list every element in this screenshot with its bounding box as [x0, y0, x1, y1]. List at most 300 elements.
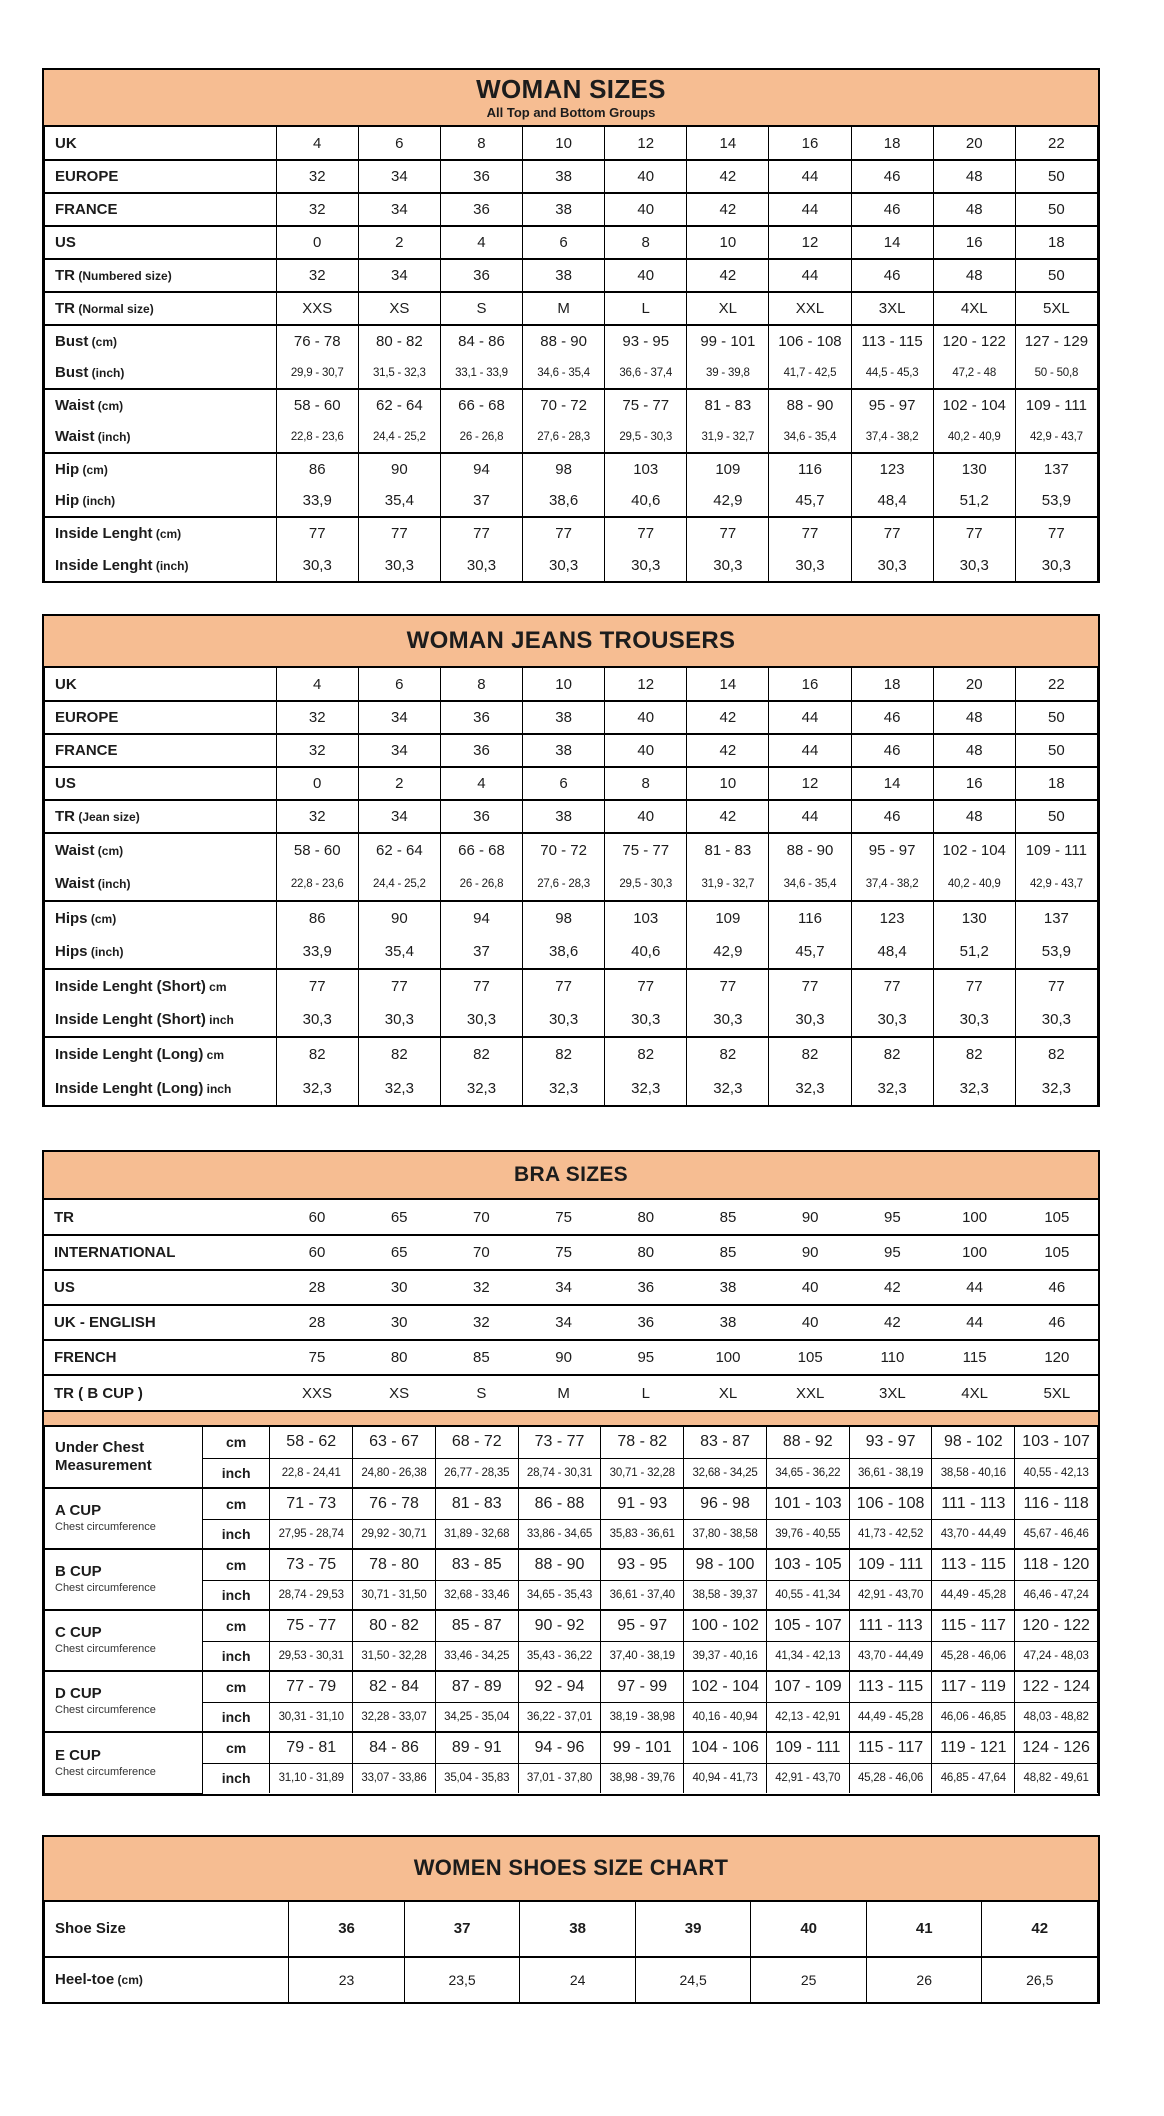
- size-cell: 80: [605, 1235, 687, 1270]
- size-cell: 22: [1015, 668, 1097, 701]
- size-cell: 39: [635, 1902, 751, 1957]
- size-cell: 98 - 102: [932, 1427, 1015, 1458]
- size-cell: 90: [358, 901, 440, 935]
- size-cell: 77: [933, 517, 1015, 549]
- table-row: [45, 226, 1098, 259]
- size-cell: 42,9: [687, 935, 769, 969]
- row-label-unit: (inch): [79, 494, 116, 508]
- size-cell: 105: [1016, 1235, 1098, 1270]
- row-label-text: TR: [54, 1208, 74, 1226]
- size-cell: 86: [276, 901, 358, 935]
- row-label: [45, 325, 277, 357]
- size-cell: 30,3: [769, 1003, 851, 1037]
- size-cell: 77: [358, 517, 440, 549]
- size-cell: 43,70 - 44,49: [932, 1519, 1015, 1549]
- row-label: [45, 1957, 289, 2002]
- size-cell: 30,3: [1015, 549, 1097, 581]
- size-cell: 36: [440, 734, 522, 767]
- size-cell: 73 - 75: [270, 1549, 353, 1580]
- size-cell: 34,6 - 35,4: [769, 421, 851, 453]
- size-cell: 40: [751, 1902, 867, 1957]
- table-row: [45, 701, 1098, 734]
- size-cell: 92 - 94: [518, 1671, 601, 1702]
- cup-row-cm: [45, 1427, 1098, 1458]
- size-grid: [44, 127, 1098, 581]
- size-cell: 103: [605, 453, 687, 485]
- size-cell: 33,1 - 33,9: [440, 357, 522, 389]
- size-cell: XXS: [276, 1375, 358, 1410]
- cup-label-sub: Chest circumference: [55, 1521, 156, 1534]
- row-label: [45, 292, 277, 325]
- size-cell: 103: [605, 901, 687, 935]
- row-label: [45, 517, 277, 549]
- size-cell: 106 - 108: [769, 325, 851, 357]
- size-cell: 30,3: [276, 1003, 358, 1037]
- size-cell: 32,3: [523, 1071, 605, 1105]
- size-cell: 34: [358, 259, 440, 292]
- size-cell: 85 - 87: [435, 1610, 518, 1641]
- size-cell: 40: [605, 193, 687, 226]
- size-cell: 77: [276, 969, 358, 1003]
- size-cell: 102 - 104: [933, 389, 1015, 421]
- size-cell: 12: [769, 226, 851, 259]
- size-cell: 38,58 - 39,37: [684, 1580, 767, 1610]
- size-cell: XL: [687, 292, 769, 325]
- size-cell: 82: [687, 1037, 769, 1071]
- size-cell: 83 - 87: [684, 1427, 767, 1458]
- table-row: [45, 421, 1098, 453]
- size-cell: 45,28 - 46,06: [849, 1763, 932, 1793]
- size-cell: 32,3: [358, 1071, 440, 1105]
- size-cell: 99 - 101: [687, 325, 769, 357]
- size-cell: 42: [851, 1270, 933, 1305]
- size-cell: 37,4 - 38,2: [851, 421, 933, 453]
- size-cell: 30,3: [605, 549, 687, 581]
- row-label: [45, 800, 277, 833]
- size-cell: L: [605, 1375, 687, 1410]
- row-label-text: Hip: [55, 492, 80, 509]
- size-cell: 26 - 26,8: [440, 867, 522, 901]
- size-cell: 66 - 68: [440, 833, 522, 867]
- size-cell: 6: [358, 127, 440, 160]
- size-cell: 82: [769, 1037, 851, 1071]
- row-label-text: Bust: [55, 364, 89, 381]
- row-label-text: US: [55, 234, 76, 251]
- size-cell: 68 - 72: [435, 1427, 518, 1458]
- size-cell: 90: [522, 1340, 604, 1375]
- size-cell: 37: [440, 485, 522, 517]
- size-cell: 95: [851, 1235, 933, 1270]
- size-cell: 44: [934, 1270, 1016, 1305]
- size-cell: 115 - 117: [932, 1610, 1015, 1641]
- size-cell: 4: [276, 127, 358, 160]
- unit-cm-label: cm: [202, 1610, 269, 1641]
- size-cell: 80 - 82: [353, 1610, 436, 1641]
- size-cell: 95: [851, 1200, 933, 1235]
- size-cell: 32,3: [769, 1071, 851, 1105]
- row-label: [45, 160, 277, 193]
- size-cell: 36: [440, 259, 522, 292]
- table-row: [45, 1071, 1098, 1105]
- size-cell: 32: [440, 1305, 522, 1340]
- row-label: [45, 668, 277, 701]
- size-cell: 36: [605, 1270, 687, 1305]
- size-cell: 41: [866, 1902, 982, 1957]
- size-cell: 46: [851, 701, 933, 734]
- size-cell: 101 - 103: [766, 1488, 849, 1519]
- table-row: [44, 1270, 1098, 1305]
- size-cell: 30,3: [440, 1003, 522, 1037]
- row-label: [44, 1340, 276, 1375]
- row-label-text: FRANCE: [55, 742, 118, 759]
- size-cell: 32: [440, 1270, 522, 1305]
- size-cell: 38: [523, 701, 605, 734]
- row-label-unit: inch: [203, 1081, 232, 1096]
- size-cell: 46: [1016, 1305, 1098, 1340]
- size-cell: 30: [358, 1270, 440, 1305]
- size-cell: 82: [851, 1037, 933, 1071]
- row-label: [45, 226, 277, 259]
- size-cell: 80: [605, 1200, 687, 1235]
- size-cell: 32,3: [440, 1071, 522, 1105]
- row-label: [45, 969, 277, 1003]
- size-cell: 32,3: [605, 1071, 687, 1105]
- size-cell: 109 - 111: [1015, 389, 1097, 421]
- size-cell: 34: [522, 1305, 604, 1340]
- row-label-unit: (Normal size): [75, 302, 154, 316]
- table-header: [44, 616, 1098, 668]
- size-cell: 70: [440, 1200, 522, 1235]
- size-cell: 73 - 77: [518, 1427, 601, 1458]
- size-cell: 88 - 90: [523, 325, 605, 357]
- size-cell: 82 - 84: [353, 1671, 436, 1702]
- size-cell: 75 - 77: [270, 1610, 353, 1641]
- row-label-text: Inside Lenght (Short): [55, 1011, 206, 1028]
- row-label-text: Inside Lenght: [55, 525, 153, 542]
- size-cell: 40,2 - 40,9: [933, 867, 1015, 901]
- size-cell: 23: [289, 1957, 405, 2002]
- row-label-unit: cm: [205, 980, 227, 994]
- size-cell: 84 - 86: [353, 1732, 436, 1763]
- size-cell: 18: [851, 668, 933, 701]
- table-row: [44, 1200, 1098, 1235]
- size-cell: 34,25 - 35,04: [435, 1702, 518, 1732]
- row-label: [45, 867, 277, 901]
- size-cell: 30,3: [523, 1003, 605, 1037]
- size-cell: 115: [934, 1340, 1016, 1375]
- unit-cm-label: cm: [202, 1549, 269, 1580]
- size-cell: 34,6 - 35,4: [523, 357, 605, 389]
- size-cell: 4XL: [934, 1375, 1016, 1410]
- row-label: [45, 1071, 277, 1105]
- size-cell: 47,24 - 48,03: [1015, 1641, 1098, 1671]
- row-label: [45, 357, 277, 389]
- size-cell: 44: [934, 1305, 1016, 1340]
- size-cell: 46: [851, 160, 933, 193]
- size-cell: 30,3: [687, 549, 769, 581]
- row-label-text: Shoe Size: [55, 1920, 126, 1937]
- size-cell: 5XL: [1016, 1375, 1098, 1410]
- row-label: [45, 127, 277, 160]
- size-cell: 77: [1015, 969, 1097, 1003]
- size-cell: 40,94 - 41,73: [684, 1763, 767, 1793]
- size-cell: 82: [1015, 1037, 1097, 1071]
- cup-label-text: D CUP: [55, 1685, 102, 1703]
- table-row: [45, 549, 1098, 581]
- size-cell: 12: [605, 668, 687, 701]
- size-cell: 75 - 77: [605, 833, 687, 867]
- unit-cm-label: cm: [202, 1488, 269, 1519]
- size-cell: 85: [440, 1340, 522, 1375]
- size-cell: 53,9: [1015, 935, 1097, 969]
- table-header: [44, 1152, 1098, 1200]
- size-cell: 31,89 - 32,68: [435, 1519, 518, 1549]
- size-cell: 46,46 - 47,24: [1015, 1580, 1098, 1610]
- size-cell: 32,3: [687, 1071, 769, 1105]
- size-cell: 42: [851, 1305, 933, 1340]
- size-cell: 38,6: [523, 485, 605, 517]
- size-cell: 85: [687, 1200, 769, 1235]
- size-cell: 38: [523, 160, 605, 193]
- size-cell: 39,37 - 40,16: [684, 1641, 767, 1671]
- cup-label-text: C CUP: [55, 1624, 102, 1642]
- size-cell: 81 - 83: [687, 833, 769, 867]
- size-cell: 75 - 77: [605, 389, 687, 421]
- size-cell: 32,3: [933, 1071, 1015, 1105]
- unit-cm-label: cm: [202, 1732, 269, 1763]
- bra-conversion-grid: [44, 1200, 1098, 1410]
- table-row: [45, 969, 1098, 1003]
- size-cell: 37: [440, 935, 522, 969]
- size-cell: 42,91 - 43,70: [766, 1763, 849, 1793]
- size-cell: 46,85 - 47,64: [932, 1763, 1015, 1793]
- size-cell: 50 - 50,8: [1015, 357, 1097, 389]
- size-cell: 26,5: [982, 1957, 1098, 2002]
- cup-label: [45, 1732, 203, 1793]
- size-cell: 30: [358, 1305, 440, 1340]
- size-cell: 36: [605, 1305, 687, 1340]
- table-row: [45, 193, 1098, 226]
- size-cell: 28: [276, 1305, 358, 1340]
- table-row: [45, 1902, 1098, 1957]
- size-cell: 42: [687, 193, 769, 226]
- size-cell: 88 - 90: [518, 1549, 601, 1580]
- size-cell: 130: [933, 453, 1015, 485]
- size-cell: 51,2: [933, 485, 1015, 517]
- size-cell: 38: [687, 1270, 769, 1305]
- size-cell: 18: [1015, 767, 1097, 800]
- size-cell: 30,3: [358, 1003, 440, 1037]
- size-cell: 107 - 109: [766, 1671, 849, 1702]
- size-cell: 30,3: [851, 1003, 933, 1037]
- size-cell: 34: [522, 1270, 604, 1305]
- size-cell: 50: [1015, 800, 1097, 833]
- cup-row-inch: [45, 1702, 1098, 1732]
- size-cell: 20: [933, 127, 1015, 160]
- size-cell: 31,50 - 32,28: [353, 1641, 436, 1671]
- size-cell: 85: [687, 1235, 769, 1270]
- size-cell: 90: [769, 1235, 851, 1270]
- size-cell: 16: [933, 226, 1015, 259]
- size-cell: 32: [276, 259, 358, 292]
- size-cell: 40: [605, 800, 687, 833]
- size-cell: 43,70 - 44,49: [849, 1641, 932, 1671]
- size-cell: 38: [520, 1902, 636, 1957]
- size-cell: 120: [1016, 1340, 1098, 1375]
- size-cell: 105: [1016, 1200, 1098, 1235]
- size-cell: 30,71 - 31,50: [353, 1580, 436, 1610]
- size-cell: 77: [358, 969, 440, 1003]
- size-cell: 81 - 83: [687, 389, 769, 421]
- size-cell: 115 - 117: [849, 1732, 932, 1763]
- size-cell: 95 - 97: [851, 833, 933, 867]
- size-cell: 4XL: [933, 292, 1015, 325]
- row-label: [45, 193, 277, 226]
- size-cell: 38: [523, 734, 605, 767]
- row-label-text: Hips: [55, 943, 88, 960]
- size-cell: XXL: [769, 1375, 851, 1410]
- size-cell: 60: [276, 1200, 358, 1235]
- size-cell: 48: [933, 259, 1015, 292]
- size-cell: 36: [440, 193, 522, 226]
- size-cell: 48,82 - 49,61: [1015, 1763, 1098, 1793]
- size-cell: 90: [769, 1200, 851, 1235]
- size-cell: 102 - 104: [684, 1671, 767, 1702]
- size-cell: 120 - 122: [933, 325, 1015, 357]
- unit-inch-label: inch: [202, 1458, 269, 1488]
- size-cell: 109 - 111: [766, 1732, 849, 1763]
- size-cell: 79 - 81: [270, 1732, 353, 1763]
- size-cell: XS: [358, 1375, 440, 1410]
- shoes-table: [42, 1835, 1100, 2004]
- size-cell: 42,13 - 42,91: [766, 1702, 849, 1732]
- size-cell: 37,01 - 37,80: [518, 1763, 601, 1793]
- size-cell: 50: [1015, 193, 1097, 226]
- table-title: WOMEN SHOES SIZE CHART: [413, 1854, 729, 1880]
- size-cell: 34,6 - 35,4: [769, 867, 851, 901]
- size-cell: 32: [276, 160, 358, 193]
- size-cell: 82: [605, 1037, 687, 1071]
- size-cell: 120 - 122: [1015, 1610, 1098, 1641]
- cup-label: [45, 1610, 203, 1671]
- size-cell: 38,19 - 38,98: [601, 1702, 684, 1732]
- size-cell: 30,3: [933, 549, 1015, 581]
- size-cell: 46: [851, 734, 933, 767]
- size-cell: 111 - 113: [849, 1610, 932, 1641]
- cup-label: [45, 1427, 203, 1488]
- row-label-unit: (cm): [114, 1973, 143, 1987]
- size-cell: 96 - 98: [684, 1488, 767, 1519]
- size-cell: 34: [358, 160, 440, 193]
- size-cell: 24,4 - 25,2: [358, 867, 440, 901]
- table-title: BRA SIZES: [514, 1163, 628, 1187]
- size-cell: 45,28 - 46,06: [932, 1641, 1015, 1671]
- table-row: [45, 867, 1098, 901]
- row-label-text: TR ( B CUP ): [54, 1384, 143, 1402]
- size-cell: 34,65 - 35,43: [518, 1580, 601, 1610]
- row-label: [44, 1270, 276, 1305]
- cup-label-text: Under Chest Measurement: [55, 1439, 152, 1474]
- size-cell: 44,49 - 45,28: [932, 1580, 1015, 1610]
- size-cell: 90: [358, 453, 440, 485]
- table-row: [45, 160, 1098, 193]
- row-label: [44, 1375, 276, 1410]
- size-cell: 2: [358, 767, 440, 800]
- size-cell: 82: [933, 1037, 1015, 1071]
- size-cell: 93 - 95: [605, 325, 687, 357]
- size-cell: 89 - 91: [435, 1732, 518, 1763]
- size-cell: 50: [1015, 259, 1097, 292]
- size-cell: 44: [769, 701, 851, 734]
- size-cell: 87 - 89: [435, 1671, 518, 1702]
- row-label-text: Heel-toe: [55, 1971, 115, 1988]
- size-cell: 137: [1015, 453, 1097, 485]
- row-label-text: Waist: [55, 842, 95, 859]
- size-cell: 48: [933, 701, 1015, 734]
- size-cell: 46,06 - 46,85: [932, 1702, 1015, 1732]
- row-label-unit: (inch): [152, 558, 189, 573]
- size-cell: 58 - 60: [276, 389, 358, 421]
- size-cell: 3XL: [851, 1375, 933, 1410]
- size-cell: 27,6 - 28,3: [523, 421, 605, 453]
- row-label-text: Inside Lenght (Long): [55, 1079, 204, 1097]
- cup-label-sub: Chest circumference: [55, 1582, 156, 1595]
- size-cell: 16: [769, 668, 851, 701]
- size-cell: 8: [440, 127, 522, 160]
- size-cell: 98 - 100: [684, 1549, 767, 1580]
- row-label-unit: (inch): [94, 430, 131, 444]
- row-label: [45, 701, 277, 734]
- size-cell: 78 - 80: [353, 1549, 436, 1580]
- size-cell: 40,55 - 42,13: [1015, 1458, 1098, 1488]
- size-cell: 77: [523, 969, 605, 1003]
- size-cell: 77: [769, 969, 851, 1003]
- row-label-text: TR: [55, 300, 75, 317]
- cup-label-sub: Chest circumference: [55, 1643, 156, 1656]
- size-cell: 45,7: [769, 935, 851, 969]
- size-cell: 75: [522, 1200, 604, 1235]
- size-cell: 29,5 - 30,3: [605, 867, 687, 901]
- row-label: [44, 1235, 276, 1270]
- size-cell: 119 - 121: [932, 1732, 1015, 1763]
- size-cell: 10: [687, 767, 769, 800]
- size-cell: 77: [687, 517, 769, 549]
- cup-label: [45, 1671, 203, 1732]
- size-cell: 36,6 - 37,4: [605, 357, 687, 389]
- size-cell: 82: [523, 1037, 605, 1071]
- size-cell: 6: [358, 668, 440, 701]
- size-cell: 32: [276, 734, 358, 767]
- size-cell: 77: [933, 969, 1015, 1003]
- size-cell: 82: [440, 1037, 522, 1071]
- size-cell: 77: [440, 517, 522, 549]
- size-cell: 98: [523, 901, 605, 935]
- size-cell: 40,6: [605, 485, 687, 517]
- size-cell: 33,86 - 34,65: [518, 1519, 601, 1549]
- size-cell: 30,3: [358, 549, 440, 581]
- size-cell: 26: [866, 1957, 982, 2002]
- unit-inch-label: inch: [202, 1763, 269, 1793]
- size-cell: 4: [440, 767, 522, 800]
- size-cell: 24,5: [635, 1957, 751, 2002]
- size-cell: 42: [687, 800, 769, 833]
- size-cell: XXL: [769, 292, 851, 325]
- size-cell: 103 - 107: [1015, 1427, 1098, 1458]
- size-cell: 38: [687, 1305, 769, 1340]
- table-row: [45, 517, 1098, 549]
- size-cell: XS: [358, 292, 440, 325]
- row-label-unit: (inch): [87, 945, 124, 959]
